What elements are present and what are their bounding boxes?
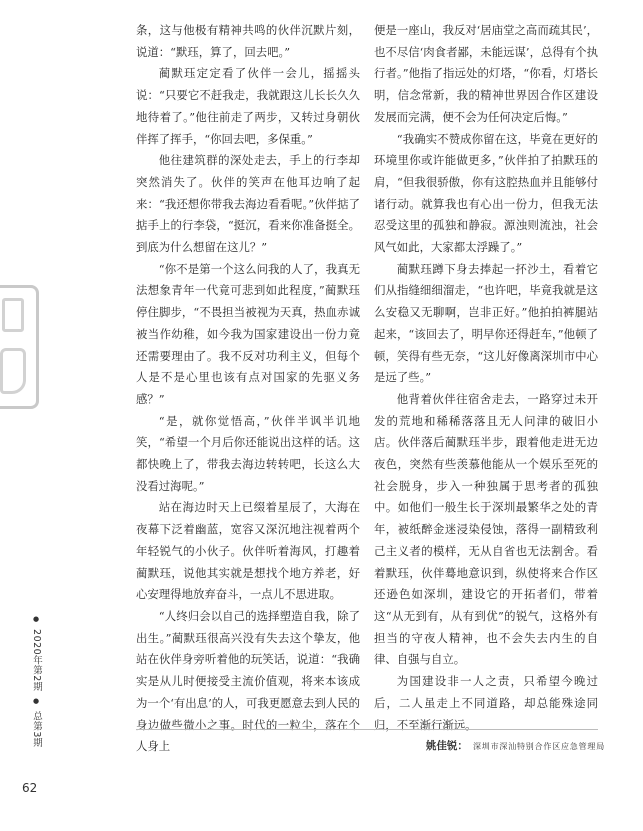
paragraph: 他背着伙伴往宿舍走去，一路穿过未开发的荒地和稀稀落落且无人问津的破旧小店。伙伴落后蔺默珏半步，跟着他走进无边夜色，突然有些羡慕他能从一个娱乐至死的社会脱身，步入一种独属于思考者的孤独中。如他们一般生长于深圳最繁华之处的青年，被纸醉金迷浸染侵蚀，落得一副精致利己主义者的模样，无从自省也无法割舍。看着默珏，伙伴蓦地意识到，纵使将来合作区还逊色如深圳，建设它的开拓者们，带着这“从无到有，从有到优”的锐气，这格外有担当的守夜人精神，也不会失去内生的自律、自强与自立。 xyxy=(374,391,598,667)
paragraph: “我确实不赞成你留在这，毕竟在更好的环境里你或许能做更多，”伙伴拍了拍默珏的肩，“但我很骄傲，你有这腔热血并且能够付诸行动。就算我也有心出一份力，但我无法忍受这里的孤独和静寂。源浊则流浊，社会风气如此，大家都太浮躁了。” xyxy=(374,131,598,255)
paragraph: “人终归会以自己的选择塑造自我，除了出生。”蔺默珏很高兴没有失去这个挚友，他站在伙伴身旁听着他的玩笑话，说道：“我确实是从儿时便接受主流价值观，将来本该成为一个‘有出息’的人，可我更愿意去到人民的身边做些微小之事。时代的一粒尘，落在个人身上 xyxy=(136,608,360,754)
decorative-seal-graphic xyxy=(0,285,39,409)
author-byline xyxy=(426,734,605,753)
paragraph: 便是一座山，我反对‘居庙堂之高而疏其民’，也不尽信‘肉食者鄙，未能远谋’，总得有个执行者。”他指了指远处的灯塔，“你看，灯塔长明，信念常新，我的精神世界因合作区建设发展而完满，便不会为任何决定后悔。” xyxy=(374,23,598,124)
author-organization: 深圳市深汕特别合作区应急管理局 xyxy=(473,742,605,751)
article-column-right xyxy=(374,20,598,736)
total-issue-label: 总第3期 xyxy=(31,711,42,748)
footer-divider xyxy=(136,729,598,730)
paragraph: 站在海边时天上已缀着星辰了，大海在夜幕下泛着幽蓝，宽容又深沉地注视着两个年轻锐气的小伙子。伙伴听着海风，打趣着蔺默珏，说他其实就是想找个地方养老，好心安理得地放弃奋斗，一点儿不思进取。 xyxy=(136,500,360,602)
paragraph: 他往建筑群的深处走去，手上的行李却突然消失了。伙伴的笑声在他耳边响了起来：“我还想你带我去海边看看呢。”伙伴掂了掂手上的行李袋，“挺沉，看来你准备挺全。到底为什么想留在这儿？” xyxy=(136,153,360,255)
paragraph: 蔺默珏定定看了伙伴一会儿，摇摇头说：“只要它不赶我走，我就跟这儿长长久久地待着了。”他往前走了两步，又转过身朝伙伴挥了挥手，“你回去吧，多保重。” xyxy=(136,66,360,146)
paragraph: 为国建设非一人之责，只希望今晚过后，二人虽走上不同道路，却总能殊途同归，不至渐行渐远。 xyxy=(374,674,598,732)
author-name: 姚佳锐： xyxy=(425,740,468,752)
paragraph: 条，这与他极有精神共鸣的伙伴沉默片刻，说道：“默珏，算了，回去吧。” xyxy=(136,23,360,59)
issue-label: 2020年第2期 xyxy=(31,629,42,692)
bullet-icon: ● xyxy=(32,697,40,706)
bullet-icon: ● xyxy=(32,615,40,624)
paragraph: 蔺默珏蹲下身去捧起一抔沙土，看着它们从指缝细细溜走，“也许吧，毕竟我就是这么安稳又无聊啊，岂非正好。”他拍拍裤腿站起来，“该回去了，明早你还得赶车，”他顿了顿，笑得有些无奈，“这儿好像离深圳市中心是远了些。” xyxy=(374,261,598,385)
article-column-left xyxy=(136,20,360,758)
paragraph: “是，就你觉悟高，”伙伴半讽半讥地笑，“希望一个月后你还能说出这样的话。这都快晚上了，带我去海边转转吧，长这么大没看过海呢。” xyxy=(136,413,360,493)
issue-info-vertical xyxy=(29,613,43,748)
page-number: 62 xyxy=(22,781,38,795)
paragraph: “你不是第一个这么问我的人了，我真无法想象青年一代竟可悲到如此程度，”蔺默珏停住脚步，“不畏担当被视为天真，热血赤诚被当作幼稚，如今我为国家建设出一份力竟还需要理由了。我不反对功利主义，但每个人是不是心里也该有点对国家的先驱义务感？” xyxy=(136,261,360,406)
